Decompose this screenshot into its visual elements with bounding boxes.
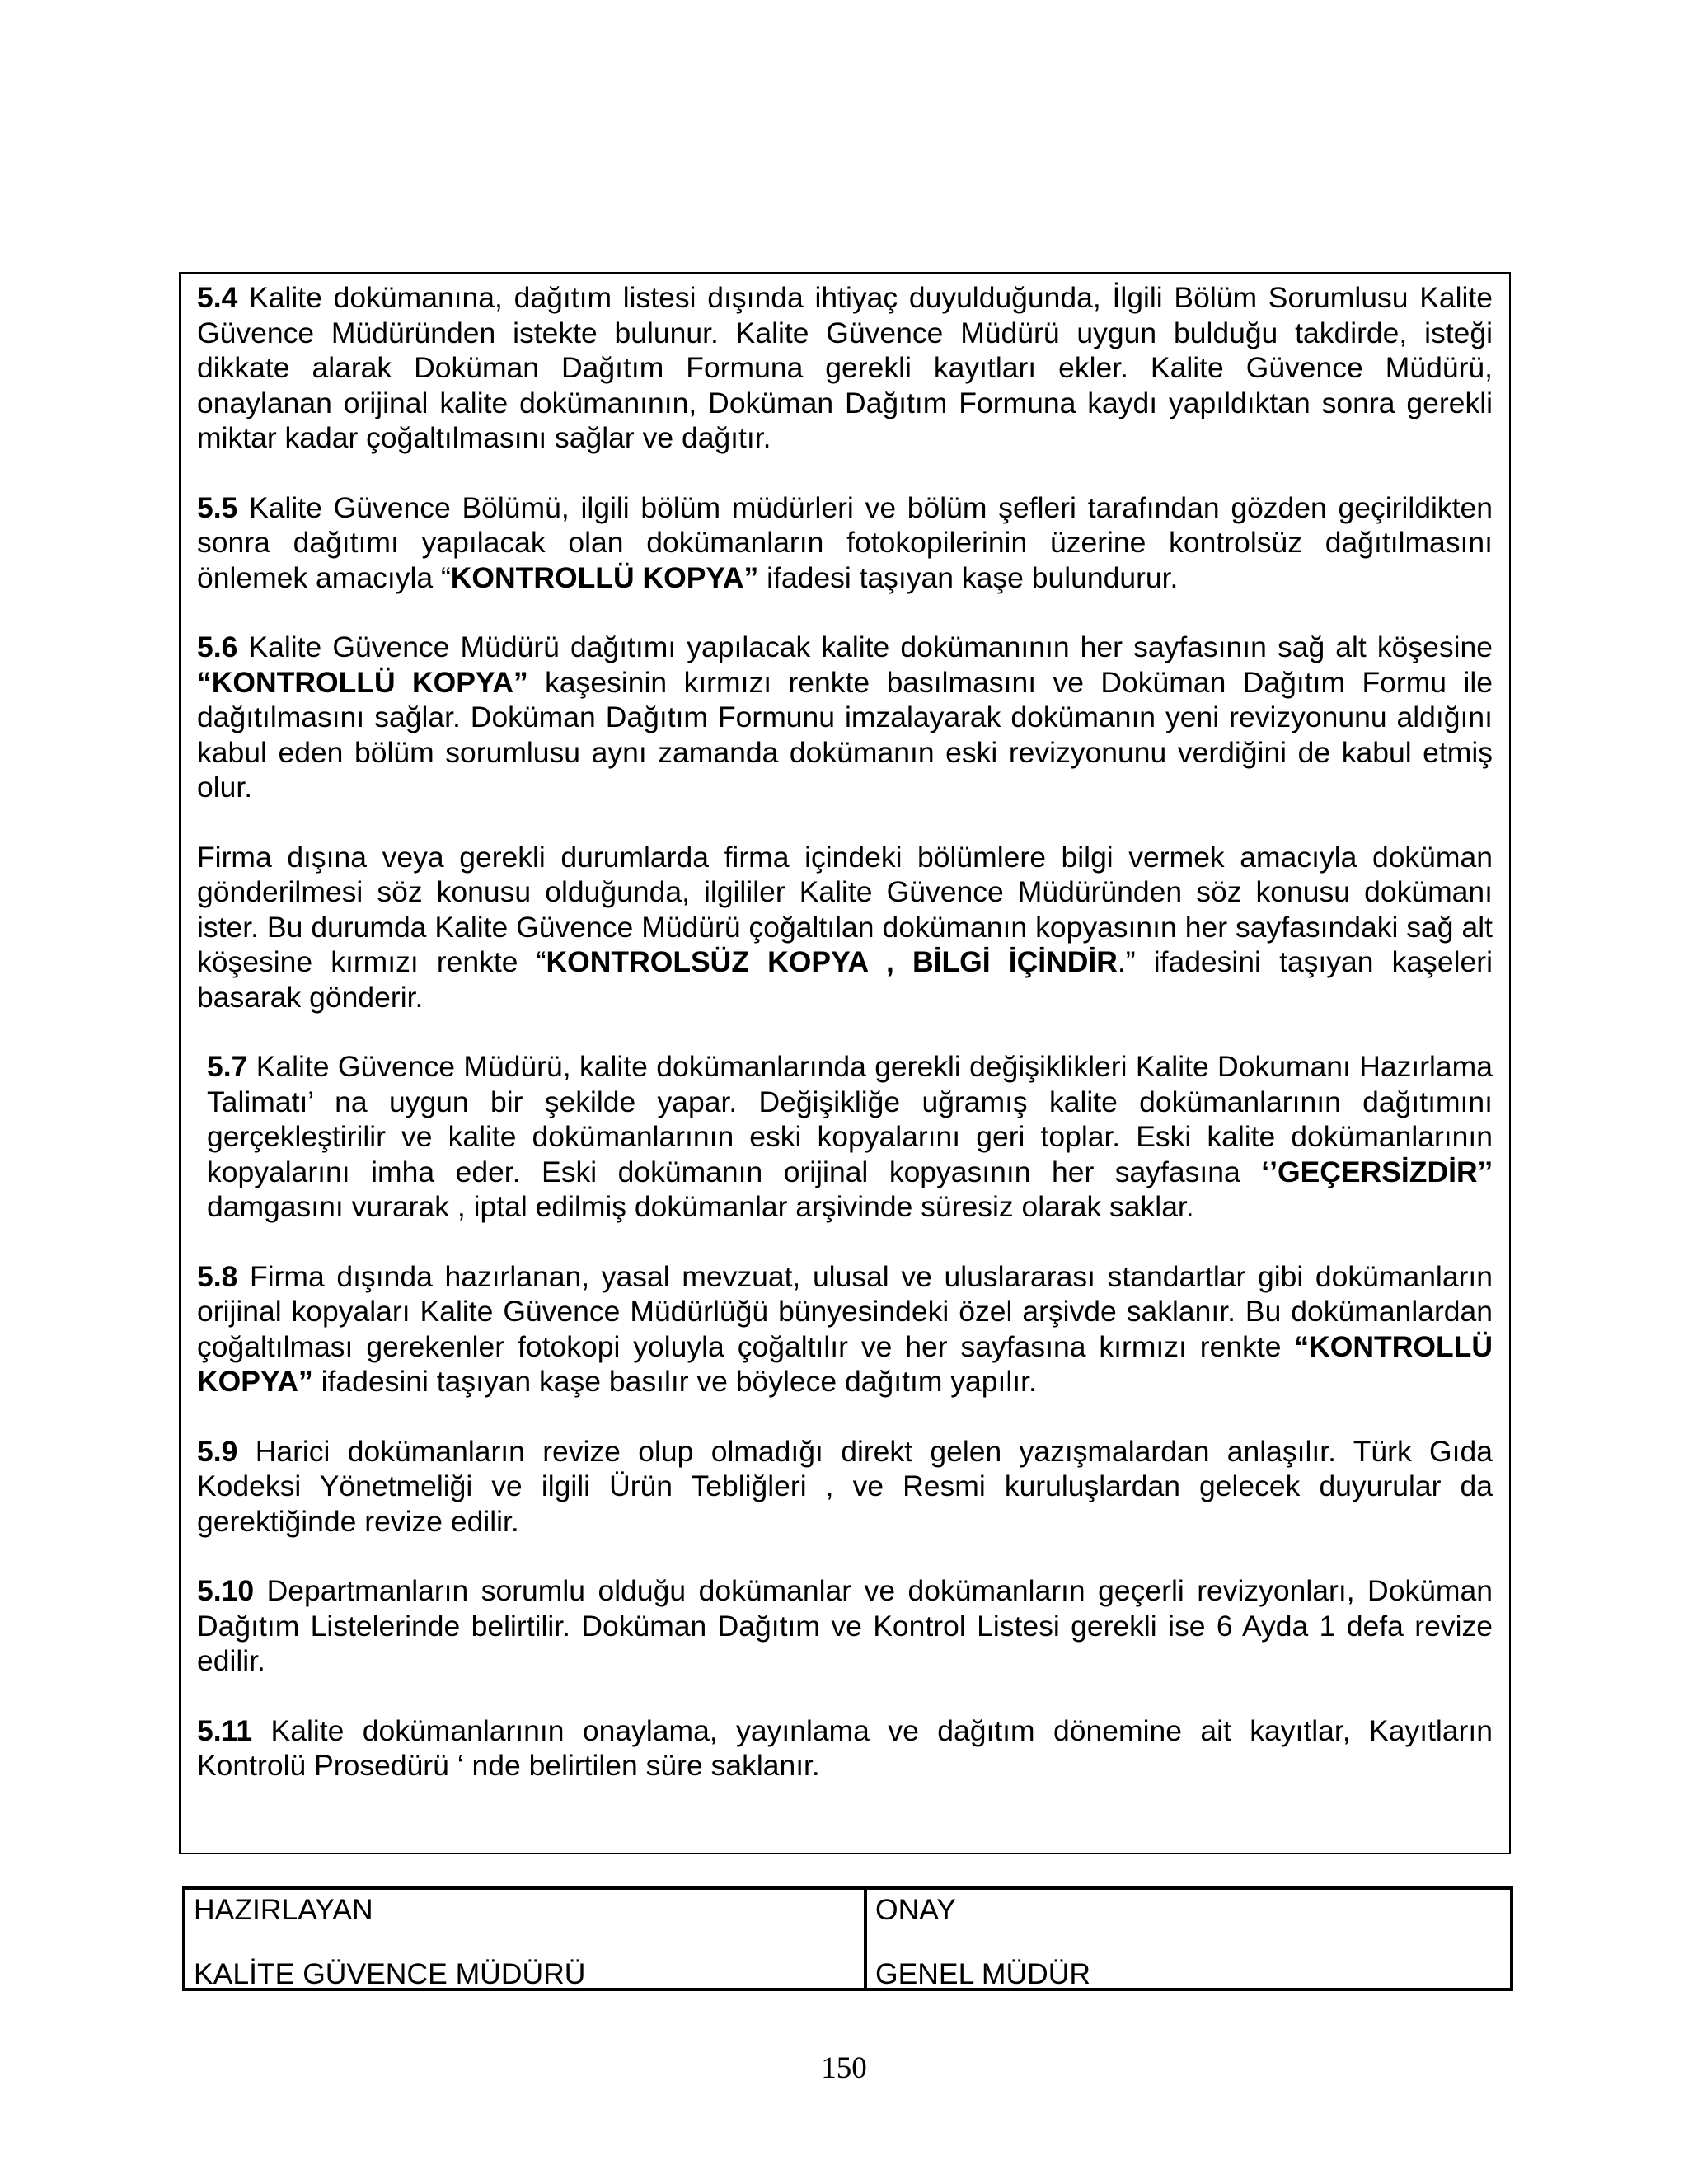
prepared-by-header: HAZIRLAYAN bbox=[194, 1893, 373, 1926]
section-text: Firma dışında hazırlanan, yasal mevzuat, ulusal ve uluslararası standartlar gibi dokümanların orijinal kopyaları Kalite Güvence Müdürlüğü bünyesindeki özel arşivde saklanır. Bu dokümanlardan çoğaltılması gerekenler fotokopi yoluyla çoğaltılır ve her sayfasına kırmızı renkte bbox=[197, 1259, 1493, 1363]
section-text: Kalite Güvence Müdürü dağıtımı yapılacak kalite dokümanının her sayfasının sağ alt köşesine bbox=[237, 630, 1493, 663]
section-number: 5.7 bbox=[207, 1050, 248, 1083]
section-text: kaşesinin kırmızı renkte basılmasını ve Doküman Dağıtım Formu ile dağıtılmasını sağlar. Doküman Dağıtım Formunu imzalayarak dokümanın yeni revizyonunu aldığını kabul eden bölüm sorumlusu aynı zamanda dokümanın eski revizyonunu verdiğini de kabul etmiş olur. bbox=[197, 665, 1493, 804]
procedure-text-box bbox=[179, 272, 1511, 1854]
stamp-label: KONTROLSÜZ KOPYA , BİLGİ İÇİNDİR bbox=[546, 945, 1118, 978]
section-text: Kalite Güvence Bölümü, ilgili bölüm müdürleri ve bölüm şefleri tarafından gözden geçirildikten sonra dağıtımı yapılacak olan dokümanların fotokopilerinin üzerine kontrolsüz dağıtılmasını önlemek amacıyla “ bbox=[197, 490, 1493, 594]
section-5-10 bbox=[197, 1573, 1493, 1679]
section-text: Departmanların sorumlu olduğu dokümanlar ve dokümanların geçerli revizyonları, Doküman Dağıtım Listelerinde belirtilir. Doküman Dağıtım ve Kontrol Listesi gerekli ise 6 Ayda 1 defa revize edilir. bbox=[197, 1574, 1493, 1677]
section-text: ifadesini taşıyan kaşe basılır ve böylece dağıtım yapılır. bbox=[312, 1365, 1037, 1398]
section-5-5 bbox=[197, 490, 1493, 596]
section-number: 5.10 bbox=[197, 1574, 255, 1607]
section-5-11 bbox=[197, 1713, 1493, 1783]
section-text: Firma dışına veya gerekli durumlarda firma içindeki bölümlere bilgi vermek amacıyla doküman gönderilmesi söz konusu olduğunda, ilgililer Kalite Güvence Müdüründen söz konusu dokümanı ister. Bu durumda Kalite Güvence Müdürü çoğaltılan dokümanın kopyasının her sayfasındaki sağ alt köşesine kırmızı renkte “ bbox=[197, 840, 1493, 978]
section-5-8 bbox=[197, 1259, 1493, 1399]
approval-cell bbox=[867, 1890, 1510, 1988]
stamp-label: KONTROLLÜ KOPYA” bbox=[450, 560, 759, 594]
stamp-label: “KONTROLLÜ KOPYA” bbox=[197, 1329, 1493, 1398]
section-number: 5.6 bbox=[197, 630, 238, 663]
prepared-by-cell bbox=[185, 1890, 867, 1988]
section-5-7 bbox=[197, 1049, 1493, 1225]
section-number: 5.4 bbox=[197, 281, 238, 314]
section-5-9 bbox=[197, 1434, 1493, 1540]
section-number: 5.9 bbox=[197, 1434, 238, 1468]
approval-role: GENEL MÜDÜR bbox=[875, 1957, 1091, 1988]
approval-header: ONAY bbox=[875, 1893, 956, 1926]
section-external-distribution bbox=[197, 840, 1493, 1015]
section-5-4 bbox=[197, 280, 1493, 456]
section-number: 5.11 bbox=[197, 1713, 253, 1747]
section-text: ifadesi taşıyan kaşe bulundurur. bbox=[758, 560, 1179, 594]
section-number: 5.8 bbox=[197, 1259, 238, 1293]
section-5-6 bbox=[197, 630, 1493, 805]
section-text: Kalite dokümanına, dağıtım listesi dışında ihtiyaç duyulduğunda, İlgili Bölüm Sorumlusu Kalite Güvence Müdüründen istekte bulunur. Kalite Güvence Müdürü uygun bulduğu takdirde, isteği dikkate alarak Doküman Dağıtım Formuna gerekli kayıtları ekler. Kalite Güvence Müdürü, onaylanan orijinal kalite dokümanının, Doküman Dağıtım Formuna kaydı yapıldıktan sonra gerekli miktar kadar çoğaltılmasını sağlar ve dağıtır. bbox=[197, 281, 1493, 454]
section-text: damgasını vurarak , iptal edilmiş dokümanlar arşivinde süresiz olarak saklar. bbox=[207, 1190, 1194, 1223]
stamp-label: “KONTROLLÜ KOPYA” bbox=[197, 665, 528, 699]
signature-table bbox=[182, 1886, 1513, 1991]
section-text: Kalite dokümanlarının onaylama, yayınlama ve dağıtım dönemine ait kayıtlar, Kayıtların Kontrolü Prosedürü ‘ nde belirtilen süre saklanır. bbox=[197, 1713, 1493, 1782]
section-text: Harici dokümanların revize olup olmadığı direkt gelen yazışmalardan anlaşılır. Türk Gıda Kodeksi Yönetmeliği ve ilgili Ürün Tebliğleri , ve Resmi kuruluşlardan gelecek duyurular da gerektiğinde revize edilir. bbox=[197, 1434, 1493, 1538]
section-number: 5.5 bbox=[197, 490, 238, 524]
prepared-by-role: KALİTE GÜVENCE MÜDÜRÜ bbox=[194, 1957, 586, 1988]
stamp-label: ‘’GEÇERSİZDİR’’ bbox=[1261, 1155, 1493, 1188]
page-number: 150 bbox=[821, 2051, 867, 2085]
section-text: Kalite Güvence Müdürü, kalite dokümanlarında gerekli değişiklikleri Kalite Dokumanı Hazırlama Talimatı’ na uygun bir şekilde yapar. Değişikliğe uğramış kalite dokümanlarının dağıtımını gerçekleştirilir ve kalite dokümanlarının eski kopyalarını geri toplar. Eski kalite dokümanlarının kopyalarını imha eder. Eski dokümanın orijinal kopyasının her sayfasına bbox=[207, 1050, 1493, 1188]
section-text: .” ifadesini taşıyan kaşeleri basarak gönderir. bbox=[197, 945, 1493, 1014]
